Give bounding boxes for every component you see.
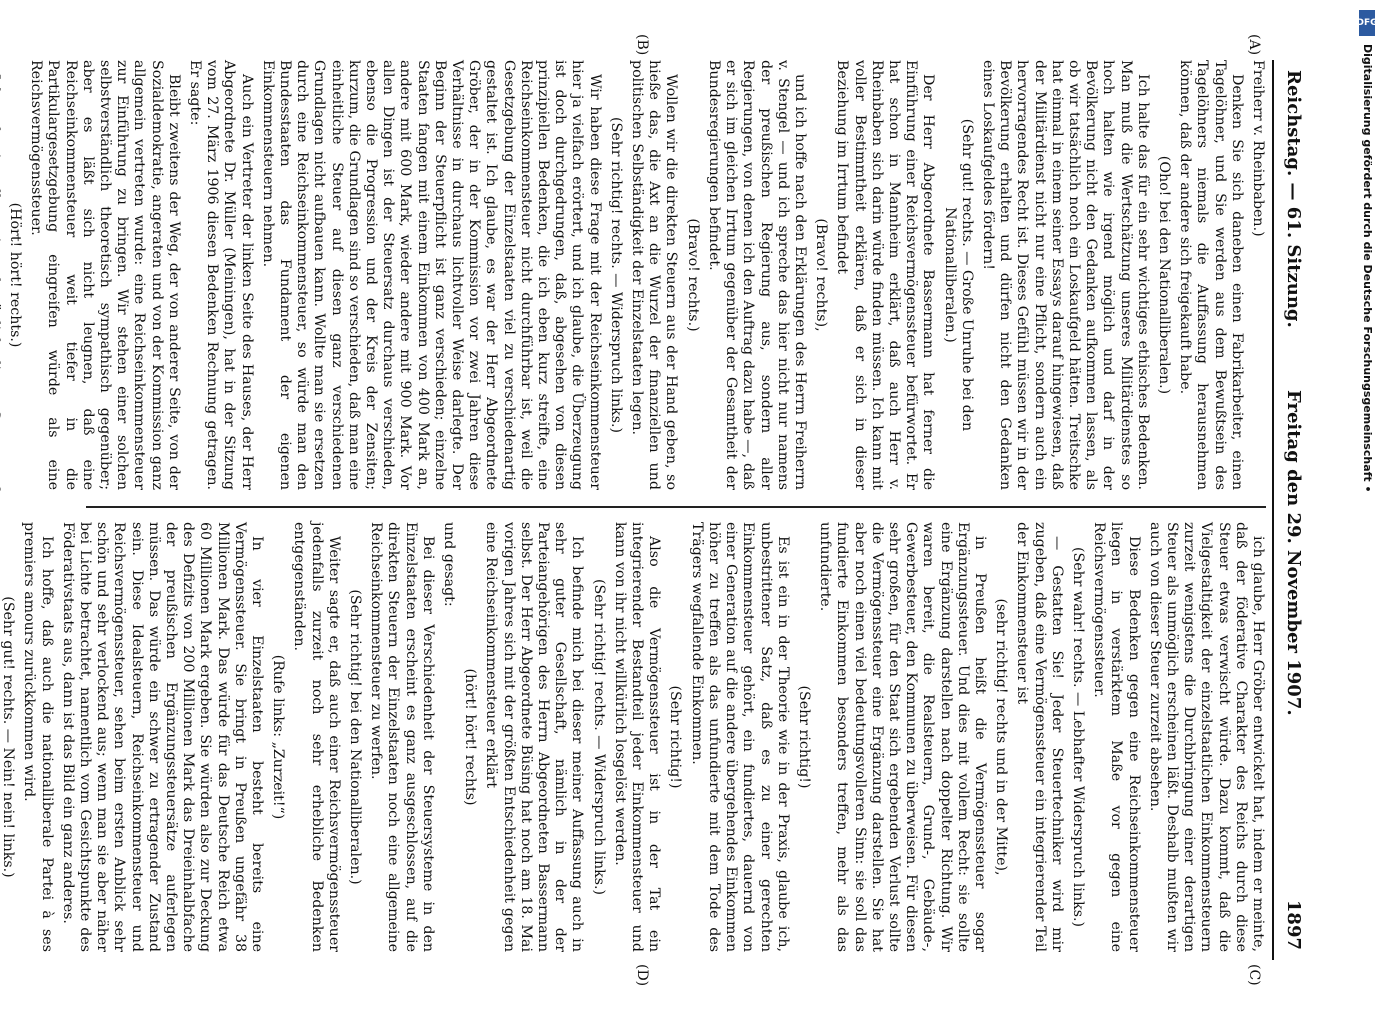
paragraph: Ich befinde mich bei dieser meiner Auffassung auch in sehr guter Gesellschaft, nämlich in der der Parteiangehörigen des Herrn Abgeordneten Bassermann selbst. Der Herr Abgeordnete Büsing hat noch am 18. Mai vorigen Jahres sich mit der größten Entschiedenheit gegen eine Reichseinkommensteuer erklärt [483,522,586,952]
paragraph: Der Herr Abgeordnete Bassermann hat ferner die Einführung einer Reichsvermögenssteuer befürwortet. Er hat schon in Mannheim erklärt, daß auch Herr v. Rheinbaben sich darin würde finden müssen. Ich kann mit voller Bestimmtheit erklären, daß er sich in dieser Beziehung im Irrtum befindet [834,60,937,490]
paragraph [0,60,2,490]
interjection: (Sehr richtig! rechts. — Widerspruch links.) [590,578,607,896]
margin-marker-b: (B) [634,34,650,56]
paragraph: Also die Vermögenssteuer ist in der Tat ein integrierender Bestandteil jeder Einkommensteuer und kann von ihr nicht willkürlich losgelöst werden. [611,522,663,952]
paragraph: in Preußen heißt die Vermögenssteuer sogar Ergänzungssteuer. Und dies mit vollem Recht: sie sollte eine Ergänzung darstellen nach doppelter Richtung. Wir waren bereit, die Realsteuern, Grund-, Gebäude-, Gewerbesteuer, den Kommunen zu überweisen. Für diesen sehr großen, für den Staat sich ergebenden Verlust sollte die Vermögenssteuer eine Ergänzung darstellen. Sie hat aber noch einen viel bedeutungsvolleren Sinn: sie soll das fundierte Einkommen besonders treffen, mehr als das unfundierte. [817,522,988,952]
paragraph: Es ist ein in der Theorie wie in der Praxis, glaube ich, unbestrittener Satz, daß es zu einer gerechten Einkommensteuer gehört, ein fundiertes, dauernd von einer Generation auf die andere übergehendes Einkommen höher zu treffen als das unfundierte mit dem Tode des Trägers wegfallende Einkommen. [688,522,791,952]
header-left: Reichstag. — 61. Sitzung. [1283,70,1304,328]
paragraph: Ich hoffe, daß auch die nationalliberale Partei à ses premiers amours zurückkommen wird. [21,522,55,952]
interjection: (Sehr richtig!) [795,685,812,789]
text-column-right [0,522,1266,952]
paragraph: Weiter sagte er, daß auch einer Reichsvermögenssteuer jedenfalls zurzeit noch sehr erhebliche Bedenken entgegenständen. [291,522,342,952]
page-number: 1897 [1283,899,1304,950]
page-header [1272,60,1310,960]
interjection: (Rufe links: „Zurzeit!“) [270,654,287,820]
interjection: (Bravo! rechts), [813,218,830,332]
paragraph: ich glaube, Herr Gröber entwickelt hat, indem er meinte, daß der föderative Charakter des Reichs durch diese Steuer etwas verwischt würde. Dazu kommt, daß die Vielgestaltigkeit der einzelstaatlichen Einkommensteuern zurzeit wenigstens die Durchbringung einer derartigen Steuer als unmöglich erscheinen läßt. Deshalb mußten wir auch von dieser Steuer zurzeit absehen. [1146,522,1266,952]
paragraph: In vier Einzelstaaten besteht bereits eine Vermögenssteuer. Sie bringt in Preußen ungefähr 38 Millionen Mark. Das würde für das Deutsche Reich etwa 60 Millionen Mark ergeben. Sie würden also zur Deckung des Defizits von 200 Millionen Mark das Dreieinhalbfache der preußischen Ergänzungssteuersätze auferlegen müssen. Das würde ein schwer zu ertragender Zustand sein. Diese Idealsteuern, Reichseinkommensteuer und Reichsvermögenssteuer, sehen beim ersten Anblick sehr schön und sehr verlockend aus; wenn man sie aber näher bei Lichte betrachtet, namentlich vom Gesichtspunkte des Föderativstaats aus, dann ist das Bild ein ganz anderes. [59,522,266,952]
interjection: (Sehr richtig! rechts. — Widerspruch links.) [607,116,624,434]
paragraph: Wollen wir die direkten Steuern aus der Hand geben, so hieße das, die Axt an die Wurzel der finanziellen und politischen Selbständigkeit der Einzelstaaten legen. [629,60,680,490]
interjection: (hört! hört! rechts) [462,668,479,806]
paragraph: Bei dieser Verschiedenheit der Steuersysteme in den Einzelstaaten erscheint es ganz ausgeschlossen, auf die direkten Steuern der Einzelstaaten noch eine allgemeine Reichseinkommensteuer zu werfen. [368,522,436,952]
paragraph: und gesagt: [441,522,458,607]
interjection: (Hört! hört! rechts.) [6,202,23,348]
interjection: (Sehr gut! rechts. — Große Unruhe bei den Nationalliberalen.) [941,118,975,432]
digitization-credit [1360,10,1380,990]
interjection: (Oho! bei den Nationalliberalen.) [1155,155,1172,395]
paragraph: Ich halte das für ein sehr wichtiges ethisches Bedenken. Man muß die Wertschätzung unseres Militärdienstes so hoch halten wie irgend möglich und darf in der Bevölkerung nicht den Gedanken aufkommen lassen, als ob wir tatsächlich noch ein Loskaufgeld hätten. Treitschke hat einmal in einem seiner Essays darauf hingewiesen, daß der Militärdienst nicht nur eine Pflicht, sondern auch ein hervorragendes Recht ist. Dieses Gefühl müssen wir in der Bevölkerung erhalten und dürfen nicht den Gedanken eines Loskaufgeldes fördern! [979,60,1151,490]
paragraph: Freiherr v. Rheinbaben.) [1250,60,1266,237]
column-divider [86,506,1266,508]
paragraph: — Gestatten Sie! Jeder Steuertechniker wird mir zugeben, daß eine Vermögenssteuer ein integrierender Teil der Einkommensteuer ist [1014,522,1065,952]
text-column-left [6,60,1266,490]
interjection: (Sehr gut! rechts. — Nein! nein! links.) [0,596,17,878]
paragraph: Diese Bedenken gegen eine Reichseinkommensteuer liegen in verstärktem Maße vor gegen eine Reichsvermögenssteuer. [1091,522,1142,952]
interjection: (Sehr richtig!) [667,685,684,789]
document-page [0,34,1310,987]
paragraph: Denken Sie sich daneben einen Fabrikarbeiter, einen Tagelöhner, und Sie werden aus dem Bewußtsein des Tagelöhners niemals die Auffassung herausnehmen können, daß der andere sich freigekauft habe. [1177,60,1245,490]
dfg-logo: DFG [1359,10,1375,36]
margin-marker-a: (A) [1246,34,1262,56]
header-date: Freitag den 29. November 1907. [1283,390,1304,716]
paragraph: und ich hoffe nach den Erklärungen des Herrn Freiherrn v. Stengel — und ich spreche das hier nicht nur namens der preußischen Regierung aus, sondern aller Regierungen, von denen ich den Auftrag dazu habe —, daß er sich im gleichen Irrtum gegenüber der Gesamtheit der Bundesregierungen befindet. [705,60,808,490]
interjection: (Sehr wahr! rechts. — Lebhafter Widerspruch links.) [1069,546,1086,928]
margin-marker-c: (C) [1246,964,1262,986]
paragraph: Bleibt zweitens der Weg, der von anderer Seite, von der Sozialdemokratie, angeraten und von der Kommission ganz allgemein vertreten wurde: eine Reichseinkommensteuer zur Einführung zu bringen. Wir stehen einer solchen selbstverständlich theoretisch sympathisch gegenüber; aber es läßt sich nicht leugnen, daß eine Reichseinkommensteuer weit tiefer in die Partikulargesetzgebung eingreifen würde als eine Reichsvermögenssteuer. [28,60,182,490]
paragraph: Auch ein Vertreter der linken Seite des Hauses, der Herr Abgeordnete Dr. Müller (Meiningen), hat in der Sitzung vom 27. März 1906 diesen Bedenken Rechnung getragen. Er sagte: [187,60,255,490]
interjection: (sehr richtig! rechts und in der Mitte), [993,598,1010,876]
credit-text: Digitalisierung gefördert durch die Deutsche Forschungsgemeinschaft • [1361,44,1374,493]
interjection: (Sehr richtig! bei den Nationalliberalen.) [347,589,364,885]
margin-marker-d: (D) [634,964,650,987]
interjection: (Bravo! rechts.) [684,218,701,332]
paragraph: Wir haben diese Frage mit der Reichseinkommensteuer hier ja vielfach erörtert, und ich glaube, die Überzeugung ist doch durchgedrungen, daß, abgesehen von diesen prinzipiellen Bedenken, die ich eben kurz streifte, eine Reichseinkommensteuer nicht durchführbar ist, weil die Gesetzgebung der Einzelstaaten viel zu verschiedenartig gestaltet ist. Ich glaube, es war der Herr Abgeordnete Gröber, der in der Kommission vor zwei Jahren diese Verhältnisse in durchaus lichtvoller Weise darlegte. Der Beginn der Steuerpflicht ist ganz verschieden; einzelne Staaten fangen mit einem Einkommen von 400 Mark an, andere mit 600 Mark, wieder andere mit 900 Mark. Vor allen Dingen ist der Steuersatz durchaus verschieden, ebenso die Progression und der Kreis der Zensiten; kurzum, die Grundlagen sind so verschieden, daß man eine einheitliche Steuer auf diesen ganz verschiedenen Grundlagen nicht aufbauen kann. Wollte man sie ersetzen durch eine Reichseinkommensteuer, so würde man den Bundesstaaten das Fundament der eigenen Einkommensteuern nehmen. [259,60,603,490]
